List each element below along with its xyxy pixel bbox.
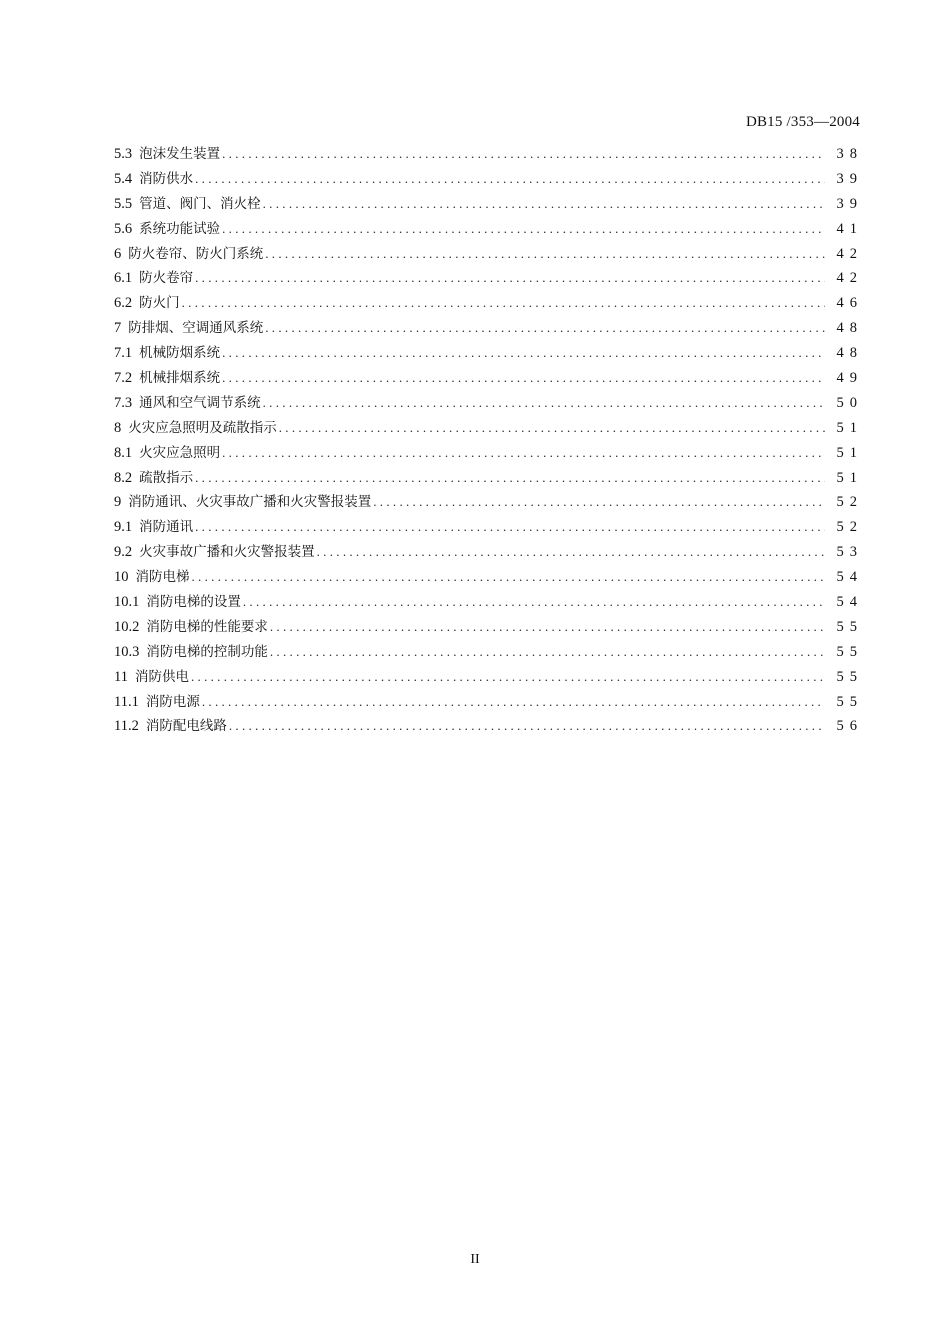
toc-entry-number: 7.1	[114, 345, 133, 362]
toc-entry-page: 55	[836, 668, 863, 685]
toc-entry[interactable]	[114, 391, 863, 416]
toc-entry[interactable]	[114, 515, 863, 540]
table-of-contents	[114, 142, 863, 739]
toc-entry-number: 10.1	[114, 594, 140, 611]
toc-entry-title: 疏散指示	[139, 469, 194, 486]
toc-entry-page: 48	[836, 320, 863, 337]
toc-entry[interactable]	[114, 242, 863, 267]
toc-entry-page: 51	[836, 444, 863, 461]
toc-entry[interactable]	[114, 217, 863, 242]
toc-entry[interactable]	[114, 690, 863, 715]
toc-entry-title: 防排烟、空调通风系统	[128, 320, 264, 337]
toc-entry[interactable]	[114, 640, 863, 665]
toc-entry[interactable]	[114, 167, 863, 192]
toc-entry-number: 8.1	[114, 444, 133, 461]
toc-entry[interactable]	[114, 316, 863, 341]
toc-entry[interactable]	[114, 441, 863, 466]
toc-entry-page: 51	[836, 469, 863, 486]
toc-entry-page: 48	[836, 345, 863, 362]
toc-entry-title: 防火卷帘、防火门系统	[128, 245, 264, 262]
toc-entry-number: 5.3	[114, 146, 133, 162]
toc-dot-leader	[192, 565, 826, 590]
toc-dot-leader	[265, 242, 825, 267]
toc-entry[interactable]	[114, 266, 863, 291]
toc-entry-title: 火灾应急照明及疏散指示	[128, 419, 277, 436]
toc-entry[interactable]	[114, 490, 863, 515]
toc-entry-page: 54	[836, 569, 863, 586]
toc-entry-title: 消防电梯的性能要求	[146, 618, 268, 635]
toc-dot-leader	[222, 341, 825, 366]
toc-entry-title: 防火门	[139, 295, 180, 312]
toc-dot-leader	[263, 391, 825, 416]
toc-entry-number: 6.1	[114, 270, 133, 287]
toc-entry[interactable]	[114, 590, 863, 615]
toc-dot-leader	[195, 515, 825, 540]
toc-dot-leader	[195, 466, 825, 491]
toc-entry-title: 管道、阀门、消火栓	[139, 195, 261, 212]
toc-entry-title: 通风和空气调节系统	[139, 394, 261, 411]
toc-entry-page: 54	[836, 594, 863, 611]
toc-entry[interactable]	[114, 366, 863, 391]
toc-entry-number: 10.3	[114, 643, 140, 660]
toc-entry-title: 机械排烟系统	[139, 370, 221, 387]
document-code: DB15 /353—2004	[745, 114, 860, 130]
toc-entry-title: 消防通讯、火灾事故广播和火灾警报装置	[128, 494, 372, 511]
toc-entry-page: 49	[836, 370, 863, 387]
toc-dot-leader	[191, 665, 825, 690]
toc-dot-leader	[222, 441, 825, 466]
toc-dot-leader	[229, 714, 825, 739]
toc-dot-leader	[202, 690, 825, 715]
toc-dot-leader	[195, 266, 825, 291]
toc-entry[interactable]	[114, 291, 863, 316]
toc-entry-number: 8.2	[114, 469, 133, 486]
toc-entry-number: 9	[114, 494, 122, 511]
toc-entry-number: 9.2	[114, 544, 133, 561]
toc-dot-leader	[317, 540, 825, 565]
toc-entry-page: 56	[836, 718, 863, 735]
toc-entry[interactable]	[114, 665, 863, 690]
toc-entry[interactable]	[114, 565, 863, 590]
toc-entry-number: 7	[114, 320, 122, 337]
toc-dot-leader	[222, 217, 825, 242]
toc-entry-title: 消防供水	[139, 170, 194, 187]
toc-entry-number: 8	[114, 419, 122, 436]
toc-entry-title: 火灾应急照明	[139, 444, 221, 461]
toc-entry-number: 7.3	[114, 394, 133, 411]
toc-entry-number: 11.1	[114, 693, 139, 710]
toc-entry-title: 消防电梯的设置	[146, 594, 241, 611]
toc-entry-title: 机械防烟系统	[139, 345, 221, 362]
toc-dot-leader	[279, 416, 825, 441]
toc-dot-leader	[270, 640, 825, 665]
toc-entry-page: 39	[836, 170, 863, 187]
toc-entry-title: 消防电梯	[135, 569, 190, 586]
toc-entry-page: 52	[836, 519, 863, 536]
toc-entry[interactable]	[114, 615, 863, 640]
toc-entry-title: 火灾事故广播和火灾警报装置	[139, 544, 315, 561]
toc-entry-number: 5.5	[114, 195, 133, 212]
toc-dot-leader	[373, 490, 825, 515]
toc-entry[interactable]	[114, 142, 863, 167]
toc-dot-leader	[265, 316, 825, 341]
toc-entry-number: 7.2	[114, 370, 133, 387]
toc-entry-page: 42	[836, 270, 863, 287]
toc-entry-number: 11	[114, 668, 128, 685]
toc-entry-number: 11.2	[114, 718, 139, 735]
toc-entry-number: 5.4	[114, 170, 133, 187]
toc-entry-page: 39	[836, 195, 863, 212]
toc-entry-title: 消防通讯	[139, 519, 194, 536]
toc-entry-title: 消防供电	[134, 668, 189, 685]
toc-dot-leader	[195, 167, 825, 192]
toc-entry-page: 38	[836, 146, 863, 162]
toc-entry[interactable]	[114, 341, 863, 366]
toc-entry-number: 10	[114, 569, 129, 586]
toc-entry-title: 防火卷帘	[139, 270, 194, 287]
toc-entry-page: 41	[836, 220, 863, 237]
toc-entry-title: 系统功能试验	[139, 220, 221, 237]
toc-dot-leader	[222, 366, 825, 391]
toc-entry-page: 52	[836, 494, 863, 511]
toc-entry-number: 9.1	[114, 519, 133, 536]
toc-entry-page: 42	[836, 245, 863, 262]
toc-entry[interactable]	[114, 540, 863, 565]
toc-entry-page: 53	[836, 544, 863, 561]
toc-entry-page: 55	[836, 693, 863, 710]
toc-entry-page: 46	[836, 295, 863, 312]
toc-dot-leader	[222, 142, 825, 167]
toc-entry[interactable]	[114, 714, 863, 739]
toc-entry-page: 55	[836, 643, 863, 660]
toc-dot-leader	[263, 192, 825, 217]
toc-dot-leader	[243, 590, 825, 615]
toc-entry[interactable]	[114, 466, 863, 491]
toc-entry-title: 消防电梯的控制功能	[146, 643, 268, 660]
toc-entry[interactable]	[114, 416, 863, 441]
toc-entry-number: 5.6	[114, 220, 133, 237]
toc-entry-number: 10.2	[114, 618, 140, 635]
toc-entry-title: 消防配电线路	[145, 718, 227, 735]
toc-dot-leader	[182, 291, 825, 316]
toc-entry-title: 泡沫发生装置	[139, 146, 221, 162]
toc-entry-page: 50	[836, 394, 863, 411]
toc-entry-title: 消防电源	[145, 693, 200, 710]
toc-entry-number: 6	[114, 245, 122, 262]
toc-entry-page: 51	[836, 419, 863, 436]
page-number: II	[470, 1252, 480, 1267]
toc-dot-leader	[270, 615, 825, 640]
toc-entry[interactable]	[114, 192, 863, 217]
toc-entry-number: 6.2	[114, 295, 133, 312]
toc-entry-page: 55	[836, 618, 863, 635]
